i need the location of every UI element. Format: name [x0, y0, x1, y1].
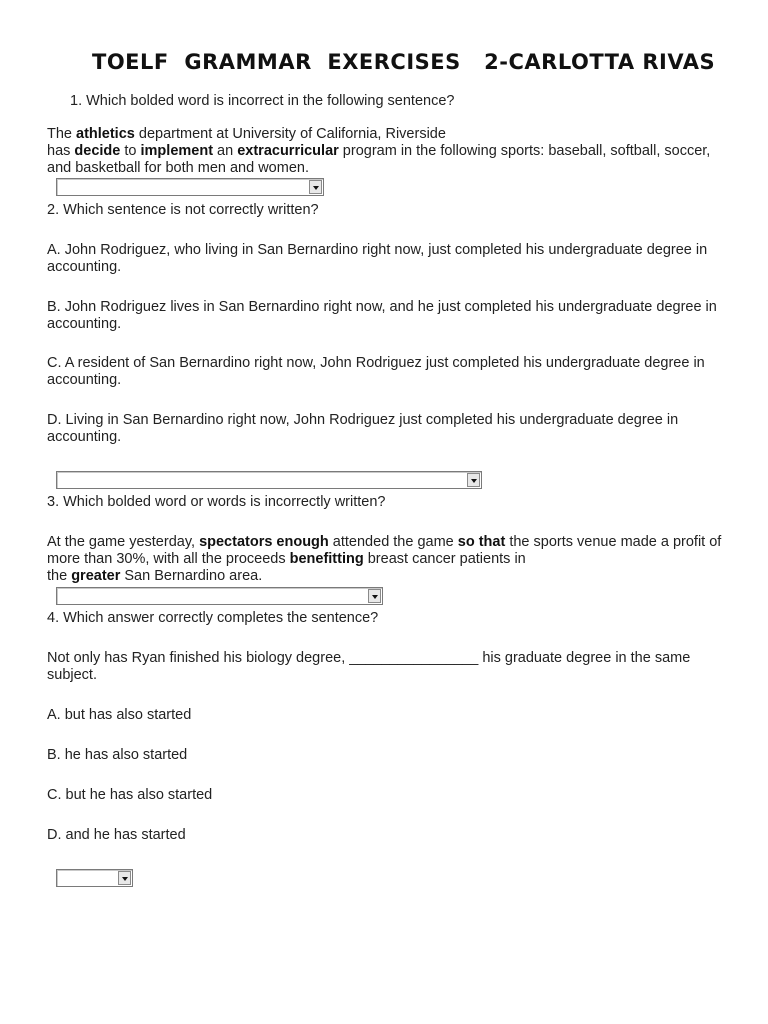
sentence-text: breast cancer patients in	[363, 551, 526, 567]
bolded-word-greater: greater	[71, 568, 121, 584]
question-3-sentence	[47, 534, 727, 585]
chevron-down-icon[interactable]	[309, 180, 322, 194]
question-2-prompt: 2. Which sentence is not correctly written?	[47, 202, 319, 218]
sentence-text: the	[47, 568, 72, 584]
question-4-option-a: A. but has also started	[47, 707, 192, 723]
question-4-option-b: B. he has also started	[47, 747, 188, 763]
sentence-text: At the game yesterday,	[47, 534, 200, 550]
sentence-text: an	[213, 143, 238, 159]
page-title: TOELF GRAMMAR EXERCISES 2-CARLOTTA RIVAS	[92, 50, 716, 74]
question-4-option-d: D. and he has started	[47, 827, 186, 843]
question-2-answer-dropdown[interactable]	[56, 471, 482, 489]
question-3-answer-dropdown[interactable]	[56, 587, 383, 605]
question-4-answer-dropdown[interactable]	[56, 869, 133, 887]
chevron-down-icon[interactable]	[368, 589, 381, 603]
question-1-answer-dropdown[interactable]	[56, 178, 324, 196]
chevron-down-icon[interactable]	[467, 473, 480, 487]
question-1-prompt: 1. Which bolded word is incorrect in the following sentence?	[70, 93, 455, 109]
sentence-text: The	[47, 126, 77, 142]
sentence-text: the sports venue made a profit of more than 30%, with all the proceeds	[47, 534, 722, 567]
question-4-prompt: 4. Which answer correctly completes the sentence?	[47, 610, 379, 626]
question-2-option-b: B. John Rodriguez lives in San Bernardino right now, and he just completed his undergraduate degree in accounting.	[47, 299, 717, 332]
sentence-text: to	[120, 143, 141, 159]
question-4-option-c: C. but he has also started	[47, 787, 213, 803]
bolded-word-implement: implement	[140, 143, 214, 159]
question-2-option-d: D. Living in San Bernardino right now, John Rodriguez just completed his undergraduate degree in accounting.	[47, 412, 679, 445]
bolded-word-extracurricular: extracurricular	[237, 143, 339, 159]
sentence-text: department at University of California, Riverside	[134, 126, 446, 142]
question-1-sentence	[47, 126, 727, 177]
question-3-prompt: 3. Which bolded word or words is incorrectly written?	[47, 494, 386, 510]
bolded-word-so-that: so that	[457, 534, 506, 550]
sentence-text: San Bernardino area.	[120, 568, 263, 584]
bolded-word-decide: decide	[74, 143, 121, 159]
sentence-text: attended the game	[328, 534, 458, 550]
sentence-text: program in the following sports: baseball, softball, soccer, and basketball for both men and women.	[47, 143, 711, 176]
chevron-down-icon[interactable]	[118, 871, 131, 885]
question-4-sentence: Not only has Ryan finished his biology degree, ________________ his graduate degree in the same subject.	[47, 650, 691, 683]
question-2-option-a: A. John Rodriguez, who living in San Bernardino right now, just completed his undergraduate degree in accounting.	[47, 242, 708, 275]
question-2-option-c: C. A resident of San Bernardino right now, John Rodriguez just completed his undergraduate degree in accounting.	[47, 355, 705, 388]
bolded-word-athletics: athletics	[76, 126, 135, 142]
bolded-word-spectators-enough: spectators enough	[199, 534, 329, 550]
sentence-text: has	[47, 143, 75, 159]
bolded-word-benefitting: benefitting	[289, 551, 364, 567]
